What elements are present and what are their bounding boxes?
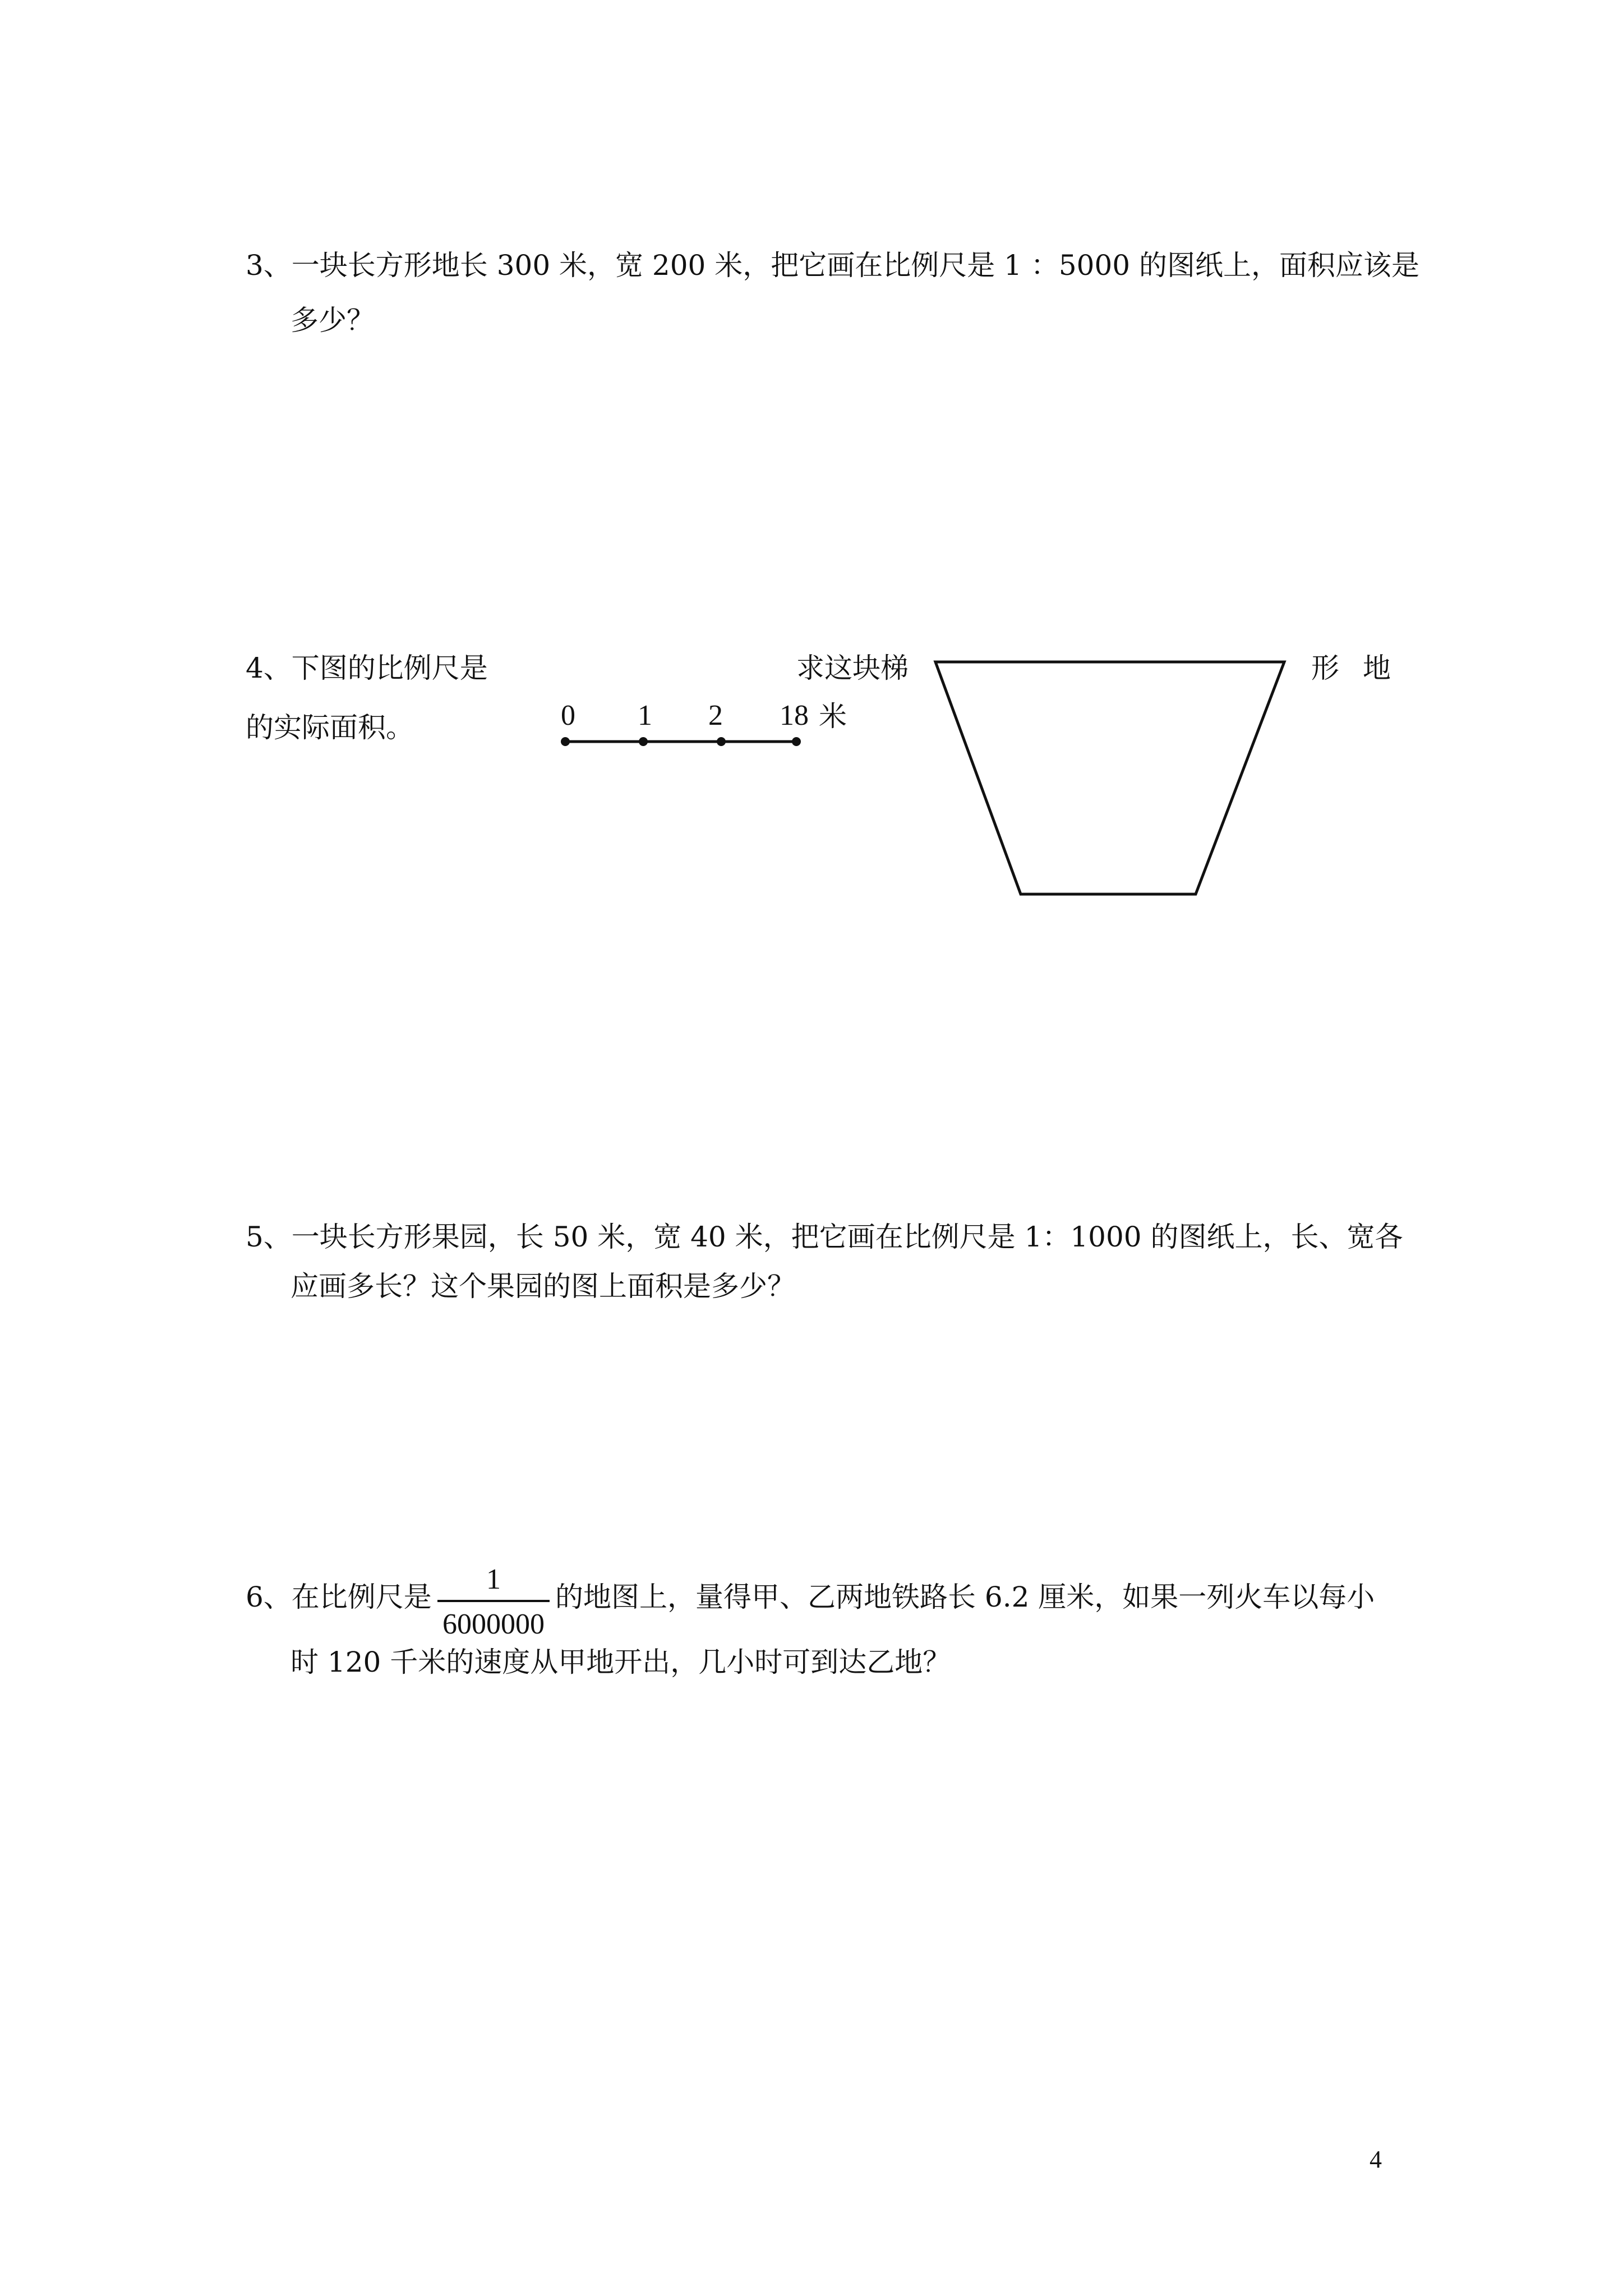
problem-6-suffix: 的地图上，量得甲、乙两地铁路长 6.2 厘米，如果一列火车以每小 — [555, 1581, 1375, 1613]
scale-label-1: 1 — [638, 700, 652, 731]
scale-label-18: 18 — [780, 700, 809, 731]
problem-3-line-2: 多少？ — [291, 304, 375, 337]
fraction-denominator: 6000000 — [442, 1608, 545, 1640]
problem-6-line-2: 时 120 千米的速度从甲地开出，几小时可到达乙地？ — [291, 1646, 951, 1678]
problem-4-mid-text: 求这块梯 — [796, 652, 909, 684]
scale-label-0: 0 — [561, 700, 575, 731]
problem-5-line-1: 5、一块长方形果园，长 50 米，宽 40 米，把它画在比例尺是 1：1000 的图纸上，长、宽各 — [246, 1221, 1403, 1253]
fraction-numerator: 1 — [486, 1563, 501, 1595]
problem-4-line-2: 的实际面积。 — [246, 711, 414, 744]
scale-fraction — [437, 1565, 550, 1644]
problem-6-prefix: 6、在比例尺是 — [246, 1581, 432, 1613]
problem-4-right-text-2: 地 — [1363, 652, 1391, 684]
problem-5-line-2: 应画多长？这个果园的图上面积是多少？ — [291, 1270, 795, 1303]
problem-3-line-1: 3、一块长方形地长 300 米，宽 200 米，把它画在比例尺是 1 ：5000 的图纸上，面积应该是 — [246, 249, 1419, 282]
problem-4-line-1: 4、下图的比例尺是 — [246, 652, 488, 684]
problem-4-right-text-1: 形 — [1311, 652, 1339, 684]
fraction-bar — [437, 1600, 550, 1602]
page-number: 4 — [1370, 2146, 1382, 2173]
scale-unit: 米 — [819, 700, 847, 733]
scale-label-2: 2 — [708, 700, 723, 731]
